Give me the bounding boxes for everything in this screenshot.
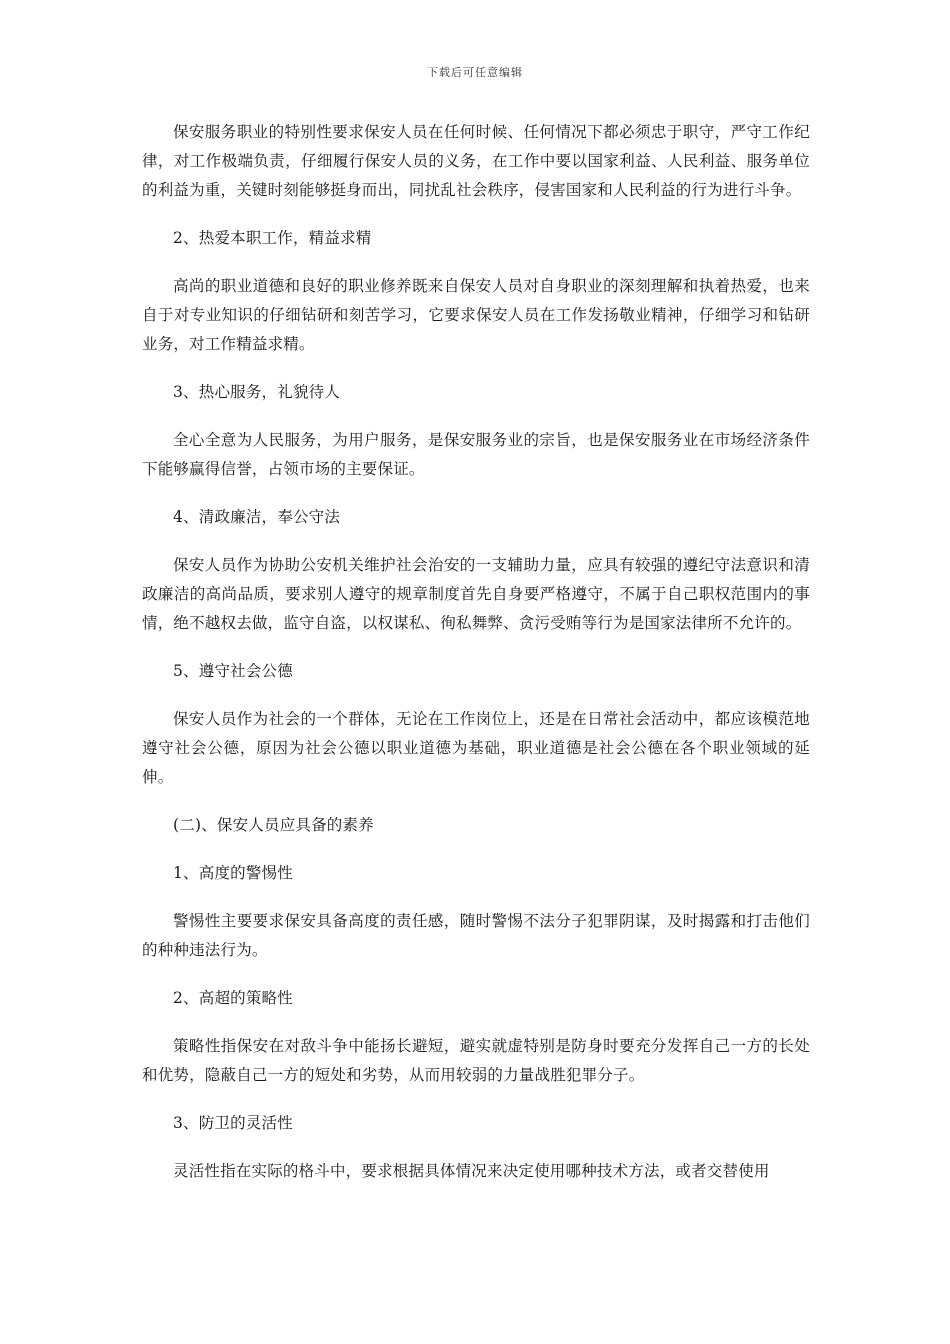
- paragraph-duty: 保安服务职业的特别性要求保安人员在任何时候、任何情况下都必须忠于职守，严守工作纪律，对工作极端负责，仔细履行保安人员的义务，在工作中要以国家利益、人民利益、服务单位的利益为重，关键时刻能够挺身而出，同扰乱社会秩序，侵害国家和人民利益的行为进行斗争。: [142, 123, 810, 199]
- paragraph-vigilance: 警惕性主要要求保安具备高度的责任感，随时警惕不法分子犯罪阴谋，及时揭露和打击他们的种种违法行为。: [142, 912, 810, 959]
- heading-strategy: 2、高超的策略性: [173, 989, 293, 1007]
- paragraph-flexibility: 灵活性指在实际的格斗中，要求根据具体情况来决定使用哪种技术方法，或者交替使用: [173, 1162, 770, 1180]
- paragraph-love-work: 高尚的职业道德和良好的职业修养既来自保安人员对自身职业的深刻理解和执着热爱，也来自于对专业知识的仔细钻研和刻苦学习，它要求保安人员在工作发扬敬业精神，仔细学习和钻研业务，对工作精益求精。: [142, 277, 810, 353]
- section-heading-qualities: (二)、保安人员应具备的素养: [173, 816, 374, 834]
- heading-love-work: 2、热爱本职工作，精益求精: [173, 229, 372, 247]
- paragraph-integrity: 保安人员作为协助公安机关维护社会治安的一支辅助力量，应具有较强的遵纪守法意识和清政廉洁的高尚品质，要求别人遵守的规章制度首先自身要严格遵守，不属于自己职权范围内的事情，绝不越权去做，监守自盗，以权谋私、徇私舞弊、贪污受贿等行为是国家法律所不允许的。: [142, 556, 810, 632]
- heading-public-morality: 5、遵守社会公德: [173, 662, 293, 680]
- paragraph-strategy: 策略性指保安在对敌斗争中能扬长避短，避实就虚特别是防身时要充分发挥自己一方的长处和优势，隐蔽自己一方的短处和劣势，从而用较弱的力量战胜犯罪分子。: [142, 1037, 810, 1084]
- paragraph-service: 全心全意为人民服务，为用户服务，是保安服务业的宗旨，也是保安服务业在市场经济条件下能够赢得信誉，占领市场的主要保证。: [142, 431, 810, 478]
- heading-service: 3、热心服务，礼貌待人: [173, 383, 341, 401]
- paragraph-public-morality: 保安人员作为社会的一个群体，无论在工作岗位上，还是在日常社会活动中，都应该模范地遵守社会公德，原因为社会公德以职业道德为基础，职业道德是社会公德在各个职业领域的延伸。: [142, 710, 810, 786]
- heading-flexibility: 3、防卫的灵活性: [173, 1114, 293, 1132]
- document-body: [142, 118, 810, 1205]
- page-header: 下载后可任意编辑: [427, 66, 523, 79]
- heading-vigilance: 1、高度的警惕性: [173, 864, 293, 882]
- heading-integrity: 4、清政廉洁，奉公守法: [173, 508, 341, 526]
